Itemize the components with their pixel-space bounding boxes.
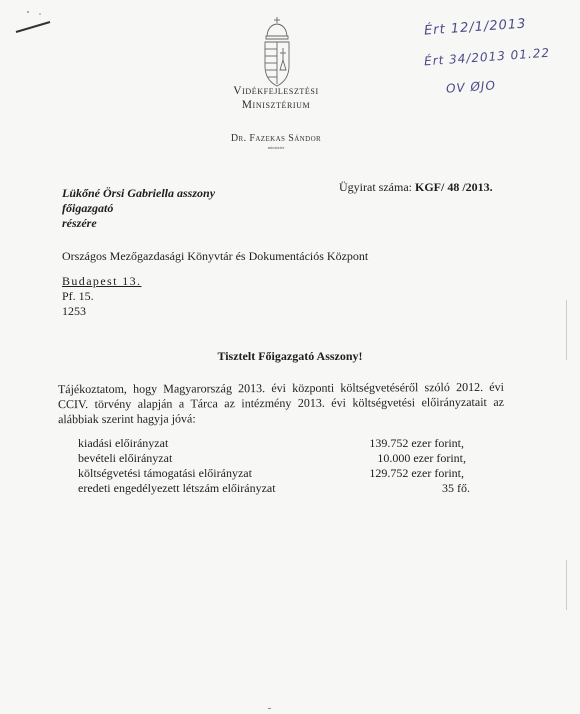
hungarian-coat-of-arms-icon [259,16,295,88]
scan-artifact [6,8,56,38]
handwritten-note-2: Ért 34/2013 01.22 [423,45,551,69]
budget-value: 35 fő. [442,481,470,495]
scan-artifact [268,708,271,709]
addressee-name: Lükőné Örsi Gabriella asszony [62,186,216,200]
ministry-name-line2: Minisztérium [241,99,311,111]
ministry-name-line1: Vidékfejlesztési [233,85,319,97]
budget-table [78,436,478,496]
budget-row [78,451,478,466]
address-zip: 1253 [62,304,86,318]
salutation: Tisztelt Főigazgató Asszony! [217,349,363,363]
ministry-name [190,84,362,112]
minister-title: miniszter [267,145,285,150]
budget-value: 139.752 ezer forint, [369,436,464,450]
institution-name: Országos Mezőgazdasági Könyvtár és Dokumentációs Központ [62,249,369,263]
budget-label: kiadási előirányzat [78,436,169,450]
case-number [339,180,493,195]
case-number-label: Ügyirat száma: [339,180,412,194]
address-block [62,274,141,319]
budget-label: bevételi előirányzat [78,451,173,465]
budget-value: 129.752 ezer forint, [369,466,464,480]
handwritten-note-1: Ért 12/1/2013 [423,16,527,39]
budget-value: 10.000 ezer forint, [377,451,466,465]
scan-artifact [566,560,567,610]
budget-row [78,466,478,481]
addressee-title: főigazgató [62,201,114,215]
handwritten-note-3: OV ØJO [445,78,497,96]
budget-row [78,436,478,451]
budget-label: eredeti engedélyezett létszám előirányzat [78,481,276,495]
addressee-block [62,186,215,231]
case-number-value: KGF/ 48 /2013. [414,180,493,194]
minister-name: Dr. Fazekas Sándor [230,133,322,144]
body-paragraph: Tájékoztatom, hogy Magyarország 2013. évi központi költségvetéséről szóló 2012. évi CCIV. törvény alapján a Tárca az intézmény 2013. évi költségvetési előirányzatait az alábbiak szerint hagyja jóvá: [57,379,505,427]
address-city: Budapest 13. [62,274,142,288]
budget-row [78,481,478,496]
address-po-box: Pf. 15. [62,289,94,303]
addressee-for: részére [62,216,97,230]
budget-label: költségvetési támogatási előirányzat [78,466,252,480]
